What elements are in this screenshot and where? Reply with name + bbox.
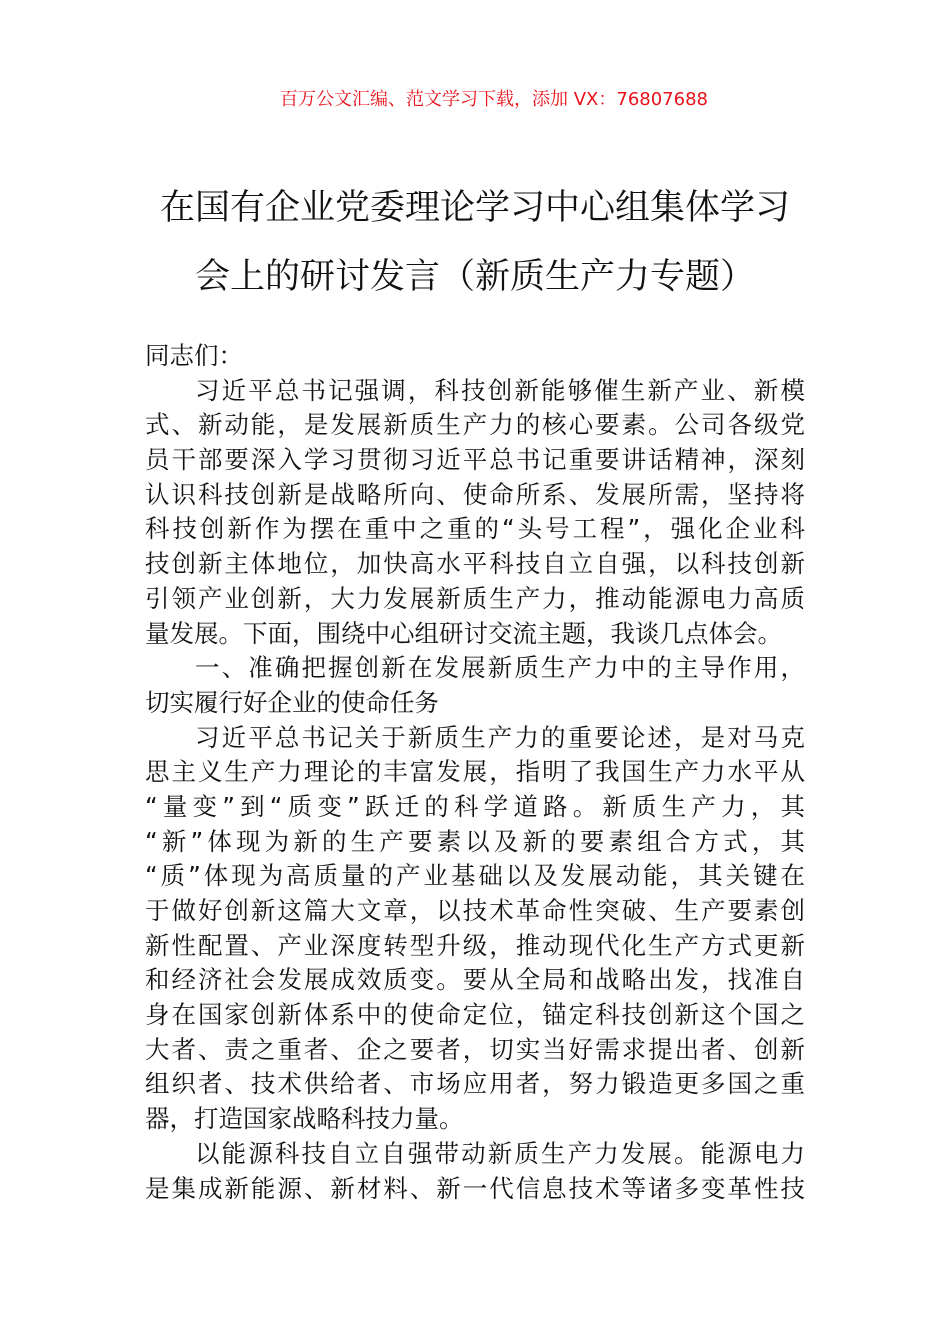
paragraph-line: 以能源科技自立自强带动新质生产力发展。能源电力 — [195, 1138, 805, 1168]
paragraph-line: 习近平总书记强调，科技创新能够催生新产业、新模 — [195, 375, 805, 405]
paragraph-line: 习近平总书记关于新质生产力的重要论述，是对马克 — [195, 722, 805, 752]
paragraph-line: 组织者、技术供给者、市场应用者，努力锻造更多国之重 — [145, 1069, 805, 1099]
paragraph — [145, 651, 805, 720]
paragraph-line: 和经济社会发展成效质变。要从全局和战略出发，找准自 — [145, 965, 805, 995]
paragraph-line: 认识科技创新是战略所向、使命所系、发展所需，坚持将 — [145, 479, 805, 509]
paragraph — [145, 374, 805, 652]
paragraph-line: 是集成新能源、新材料、新一代信息技术等诸多变革性技 — [145, 1173, 805, 1203]
paragraph-line: 引领产业创新，大力发展新质生产力，推动能源电力高质 — [145, 583, 805, 613]
paragraph — [145, 1137, 805, 1206]
paragraph-line: “质”体现为高质量的产业基础以及发展动能，其关键在 — [145, 861, 805, 891]
paragraph-line: “量变”到“质变”跃迁的科学道路。新质生产力，其 — [145, 791, 805, 821]
paragraph-line: 新性配置、产业深度转型升级，推动现代化生产方式更新 — [145, 930, 805, 960]
salutation: 同志们： — [145, 341, 243, 370]
paragraph-line: 技创新主体地位，加快高水平科技自立自强，以科技创新 — [145, 549, 805, 579]
paragraph-line: 思主义生产力理论的丰富发展，指明了我国生产力水平从 — [145, 757, 805, 787]
paragraph-line: 切实履行好企业的使命任务 — [145, 687, 439, 717]
paragraph-line: 式、新动能，是发展新质生产力的核心要素。公司各级党 — [145, 410, 805, 440]
paragraph — [145, 721, 805, 1137]
paragraph-line: 身在国家创新体系中的使命定位，锚定科技创新这个国之 — [145, 1000, 805, 1030]
paragraph-line: 量发展。下面，围绕中心组研讨交流主题，我谈几点体会。 — [145, 618, 782, 648]
paragraph-line: 大者、责之重者、企之要者，切实当好需求提出者、创新 — [145, 1034, 805, 1064]
document-body — [145, 339, 805, 1206]
document-title-line-2: 会上的研讨发言（新质生产力专题） — [194, 257, 755, 297]
paragraph-line: 员干部要深入学习贯彻习近平总书记重要讲话精神，深刻 — [145, 445, 805, 475]
paragraph-line: “新”体现为新的生产要素以及新的要素组合方式，其 — [145, 826, 805, 856]
watermark-banner: 百万公文汇编、范文学习下载，添加 VX：76807688 — [280, 89, 708, 110]
paragraph-line: 一、准确把握创新在发展新质生产力中的主导作用， — [195, 653, 805, 683]
paragraph-line: 于做好创新这篇大文章，以技术革命性突破、生产要素创 — [145, 896, 805, 925]
paragraph-line: 科技创新作为摆在重中之重的“头号工程”，强化企业科 — [145, 514, 805, 544]
document-title-line-1: 在国有企业党委理论学习中心组集体学习 — [159, 188, 790, 228]
paragraph-line: 器，打造国家战略科技力量。 — [145, 1104, 464, 1134]
